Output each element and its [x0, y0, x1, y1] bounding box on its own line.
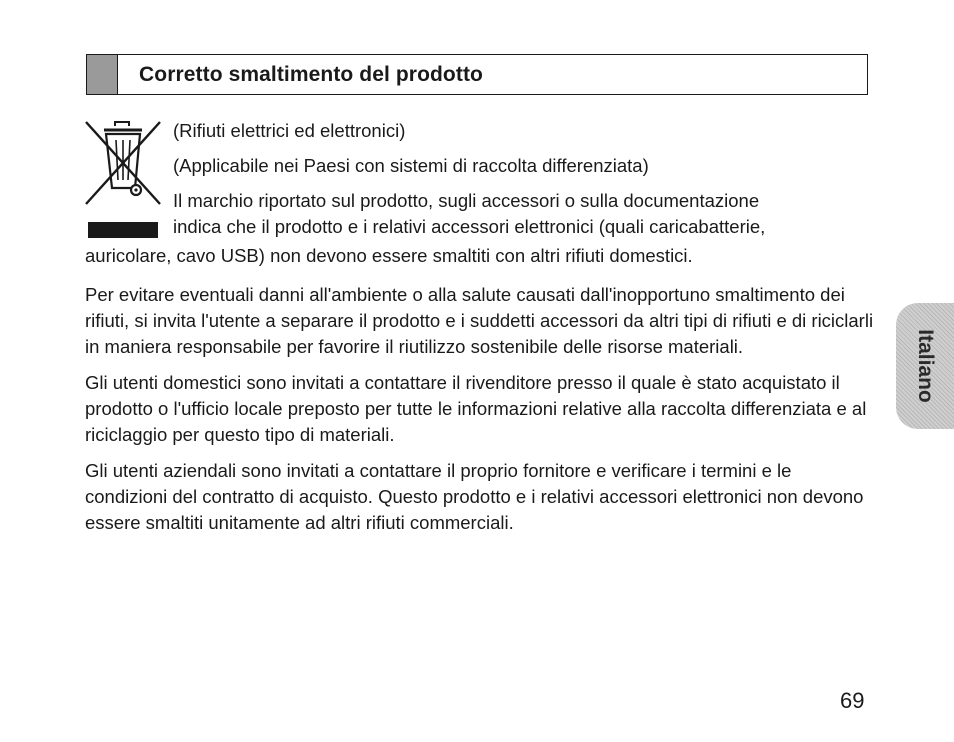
paragraph-3: Gli utenti aziendali sono invitati a contattare il proprio fornitore e verificare i termini e le condizioni del contratto di acquisto. Questo prodotto e i relativi accessori elettronici non devono essere smaltiti unitamente ad altri rifiuti commerciali.: [85, 460, 864, 533]
page-title: Corretto smaltimento del prodotto: [139, 62, 483, 86]
intro-line-1: (Rifiuti elettrici ed elettronici): [173, 120, 406, 141]
title-marker: [87, 55, 118, 94]
body-text: [85, 282, 875, 546]
page-number: 69: [840, 688, 865, 713]
intro-line-3c: auricolare, cavo USB) non devono essere smaltiti con altri rifiuti domestici.: [85, 245, 693, 266]
paragraph-2: Gli utenti domestici sono invitati a contattare il rivenditore presso il quale è stato acquistato il prodotto o l'ufficio locale preposto per tutte le informazioni relative alla raccolta differenziata e al riciclaggio per questo tipo di materiali.: [85, 372, 867, 445]
paragraph-1: Per evitare eventuali danni all'ambiente o alla salute causati dall'inopportuno smaltimento dei rifiuti, si invita l'utente a separare il prodotto e i suddetti accessori da altri tipi di rifiuti e di riciclarli in maniera responsabile per favorire il riutilizzo sostenibile delle risorse materiali.: [85, 284, 874, 357]
intro-line-2: (Applicabile nei Paesi con sistemi di raccolta differenziata): [173, 155, 649, 176]
language-side-tab: [896, 303, 954, 429]
language-tab-label: Italiano: [914, 329, 937, 403]
crossed-out-wheeled-bin-icon: [84, 118, 162, 240]
intro-line-3a: Il marchio riportato sul prodotto, sugli accessori o sulla documentazione: [173, 190, 760, 211]
intro-line-3b: indica che il prodotto e i relativi accessori elettronici (quali caricabatterie,: [173, 216, 766, 237]
intro-block: [173, 118, 873, 240]
section-title-box: [86, 54, 868, 95]
